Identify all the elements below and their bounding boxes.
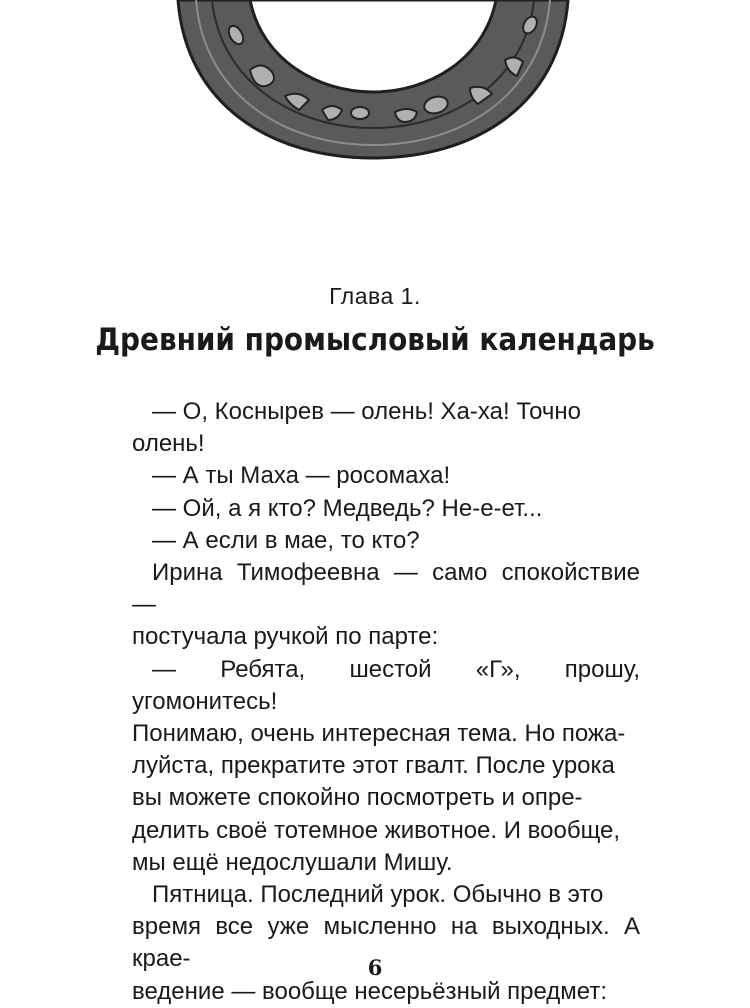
body-text (132, 396, 640, 1008)
chapter-label: Глава 1. (329, 283, 421, 309)
text-line: Понимаю, очень интересная тема. Но пожа- (132, 720, 626, 748)
text-line: — Ребята, шестой «Г», прошу, угомонитесь! (132, 655, 640, 715)
text-line: Ирина Тимофеевна — само спокойствие — (132, 559, 640, 619)
page-number: 6 (367, 955, 383, 980)
text-line: постучала ручкой по парте: (132, 623, 439, 651)
calendar-ring-illustration (0, 0, 750, 200)
text-line: мы ещё недослушали Мишу. (132, 848, 453, 876)
text-line: вы можете спокойно посмотреть и опре- (132, 784, 583, 812)
text-line: — А если в мае, то кто? (152, 526, 420, 554)
text-line: ведение — вообще несерьёзный предмет: (132, 977, 608, 1005)
ring-body (178, 0, 568, 158)
text-line: Пятница. Последний урок. Обычно в это (152, 881, 604, 909)
text-line: луйста, прекратите этот гвалт. После урока (132, 752, 615, 780)
text-line: — Ой, а я кто? Медведь? Не-е-ет... (152, 494, 543, 522)
text-line: — О, Коснырев — олень! Ха-ха! Точно (152, 398, 582, 425)
text-line: время все уже мысленно на выходных. А крае- (132, 913, 640, 973)
chapter-title: Древний промысловый календарь (95, 322, 655, 358)
text-line: олень! (132, 430, 205, 458)
text-line: делить своё тотемное животное. И вообще, (132, 816, 621, 844)
text-line: — А ты Маха — росомаха! (152, 462, 451, 490)
